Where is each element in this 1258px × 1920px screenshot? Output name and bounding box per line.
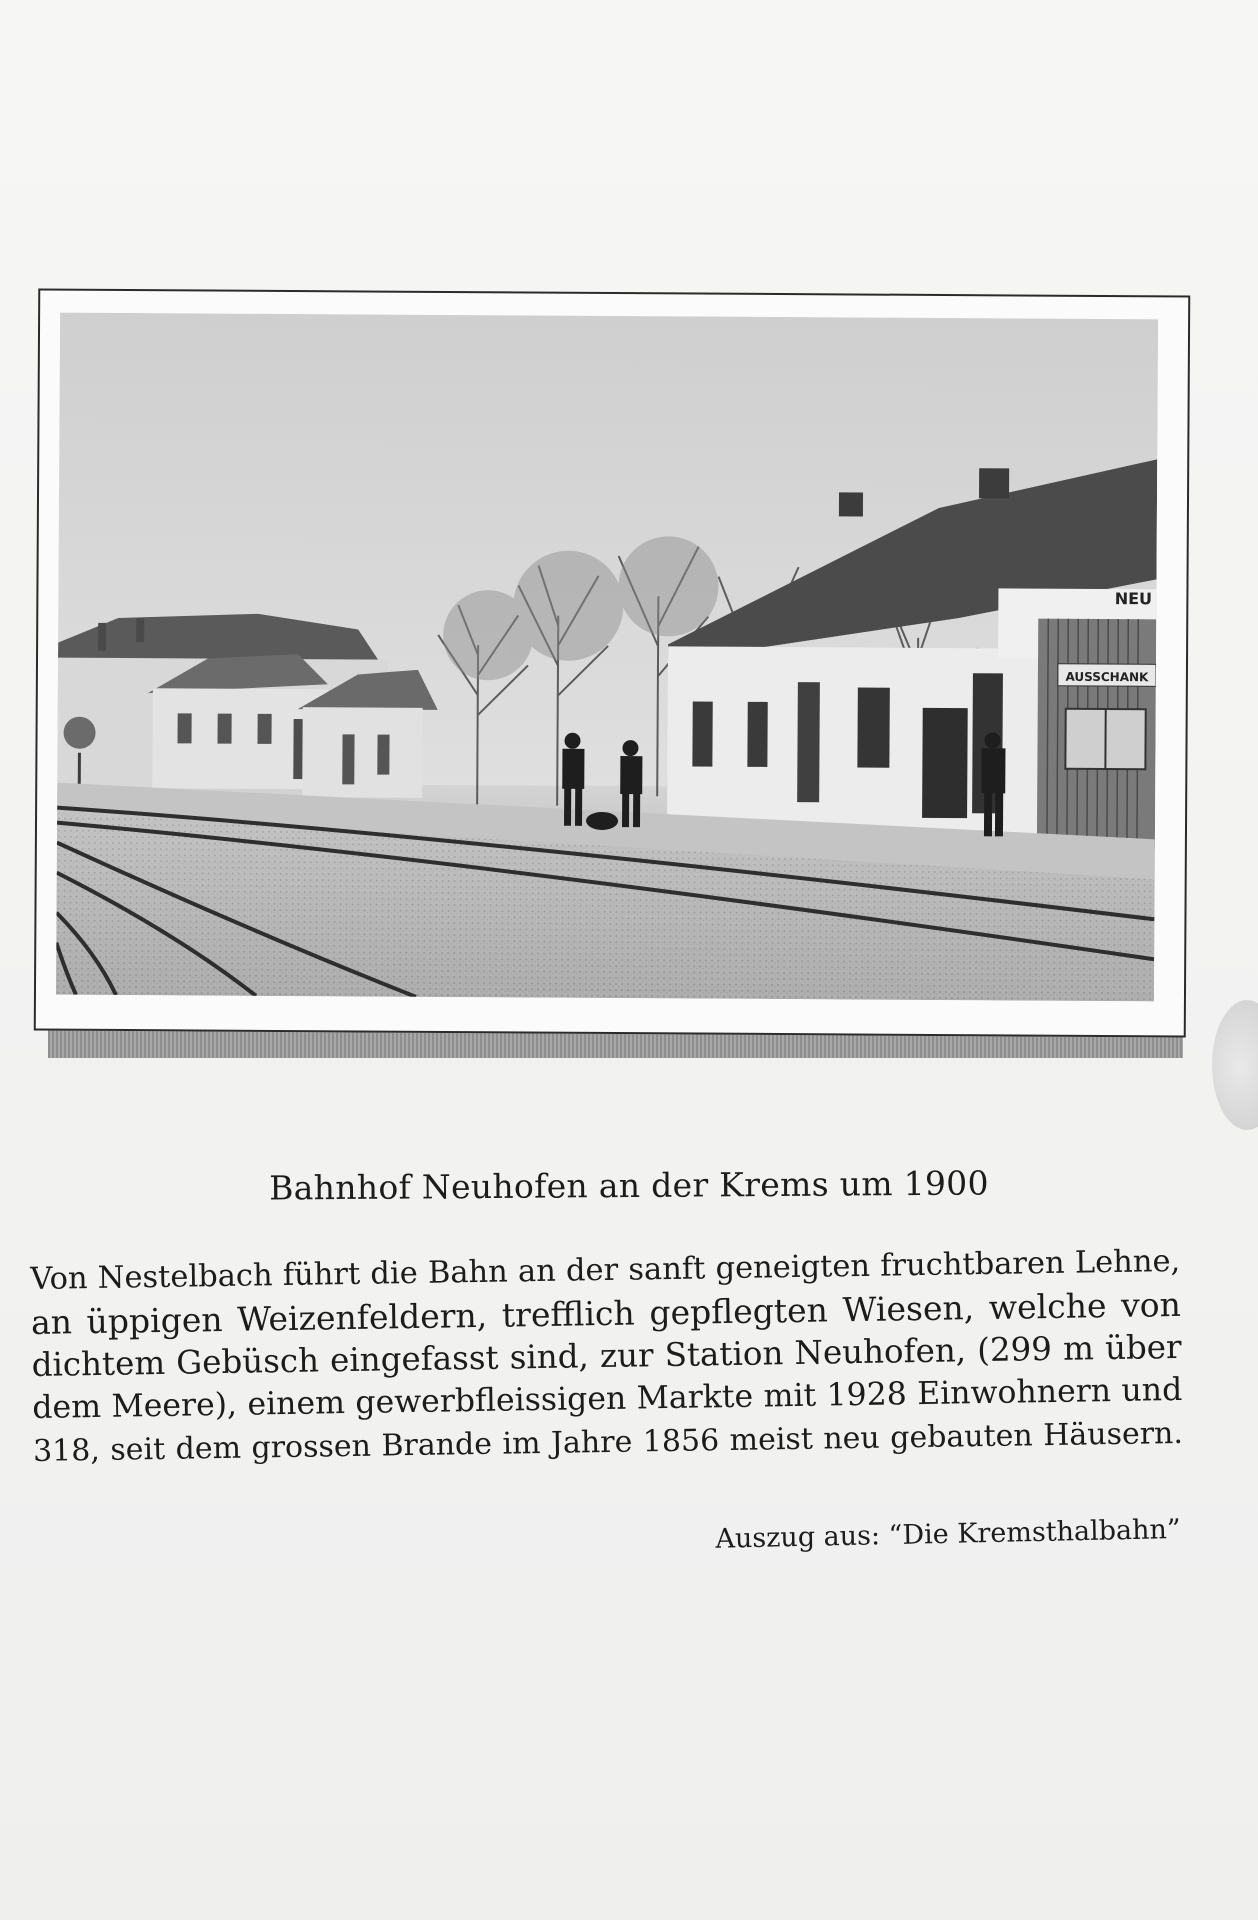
body-line: dichtem Gebüsch eingefasst sind, zur Station Neuhofen, (299 m über [31, 1327, 1182, 1384]
page-curl [1212, 1000, 1258, 1130]
photo-sign-ausschank: AUSSCHANK [1065, 669, 1149, 685]
body-line: dem Meere), einem gewerbfleissigen Markte mit 1928 Einwohnern und [32, 1371, 1183, 1426]
body-line: an üppigen Weizenfeldern, trefflich gepflegten Wiesen, welche von [30, 1284, 1182, 1342]
station-illustration [56, 313, 1158, 1002]
photo-sign-neu: NEU [1114, 589, 1153, 609]
photo-frame [34, 288, 1191, 1037]
historic-station-photo [56, 313, 1158, 1002]
source-citation: Auszug aus: “Die Kremsthalbahn” [714, 1514, 1181, 1555]
body-line: Von Nestelbach führt die Bahn an der sanft geneigten fruchtbaren Lehne, [30, 1243, 1181, 1297]
body-paragraph [30, 1240, 1183, 1473]
body-line: 318, seit dem grossen Brande im Jahre 1856 meist neu gebauten Häusern. [32, 1415, 1184, 1469]
photo-caption: Bahnhof Neuhofen an der Krems um 1900 [269, 1163, 989, 1208]
